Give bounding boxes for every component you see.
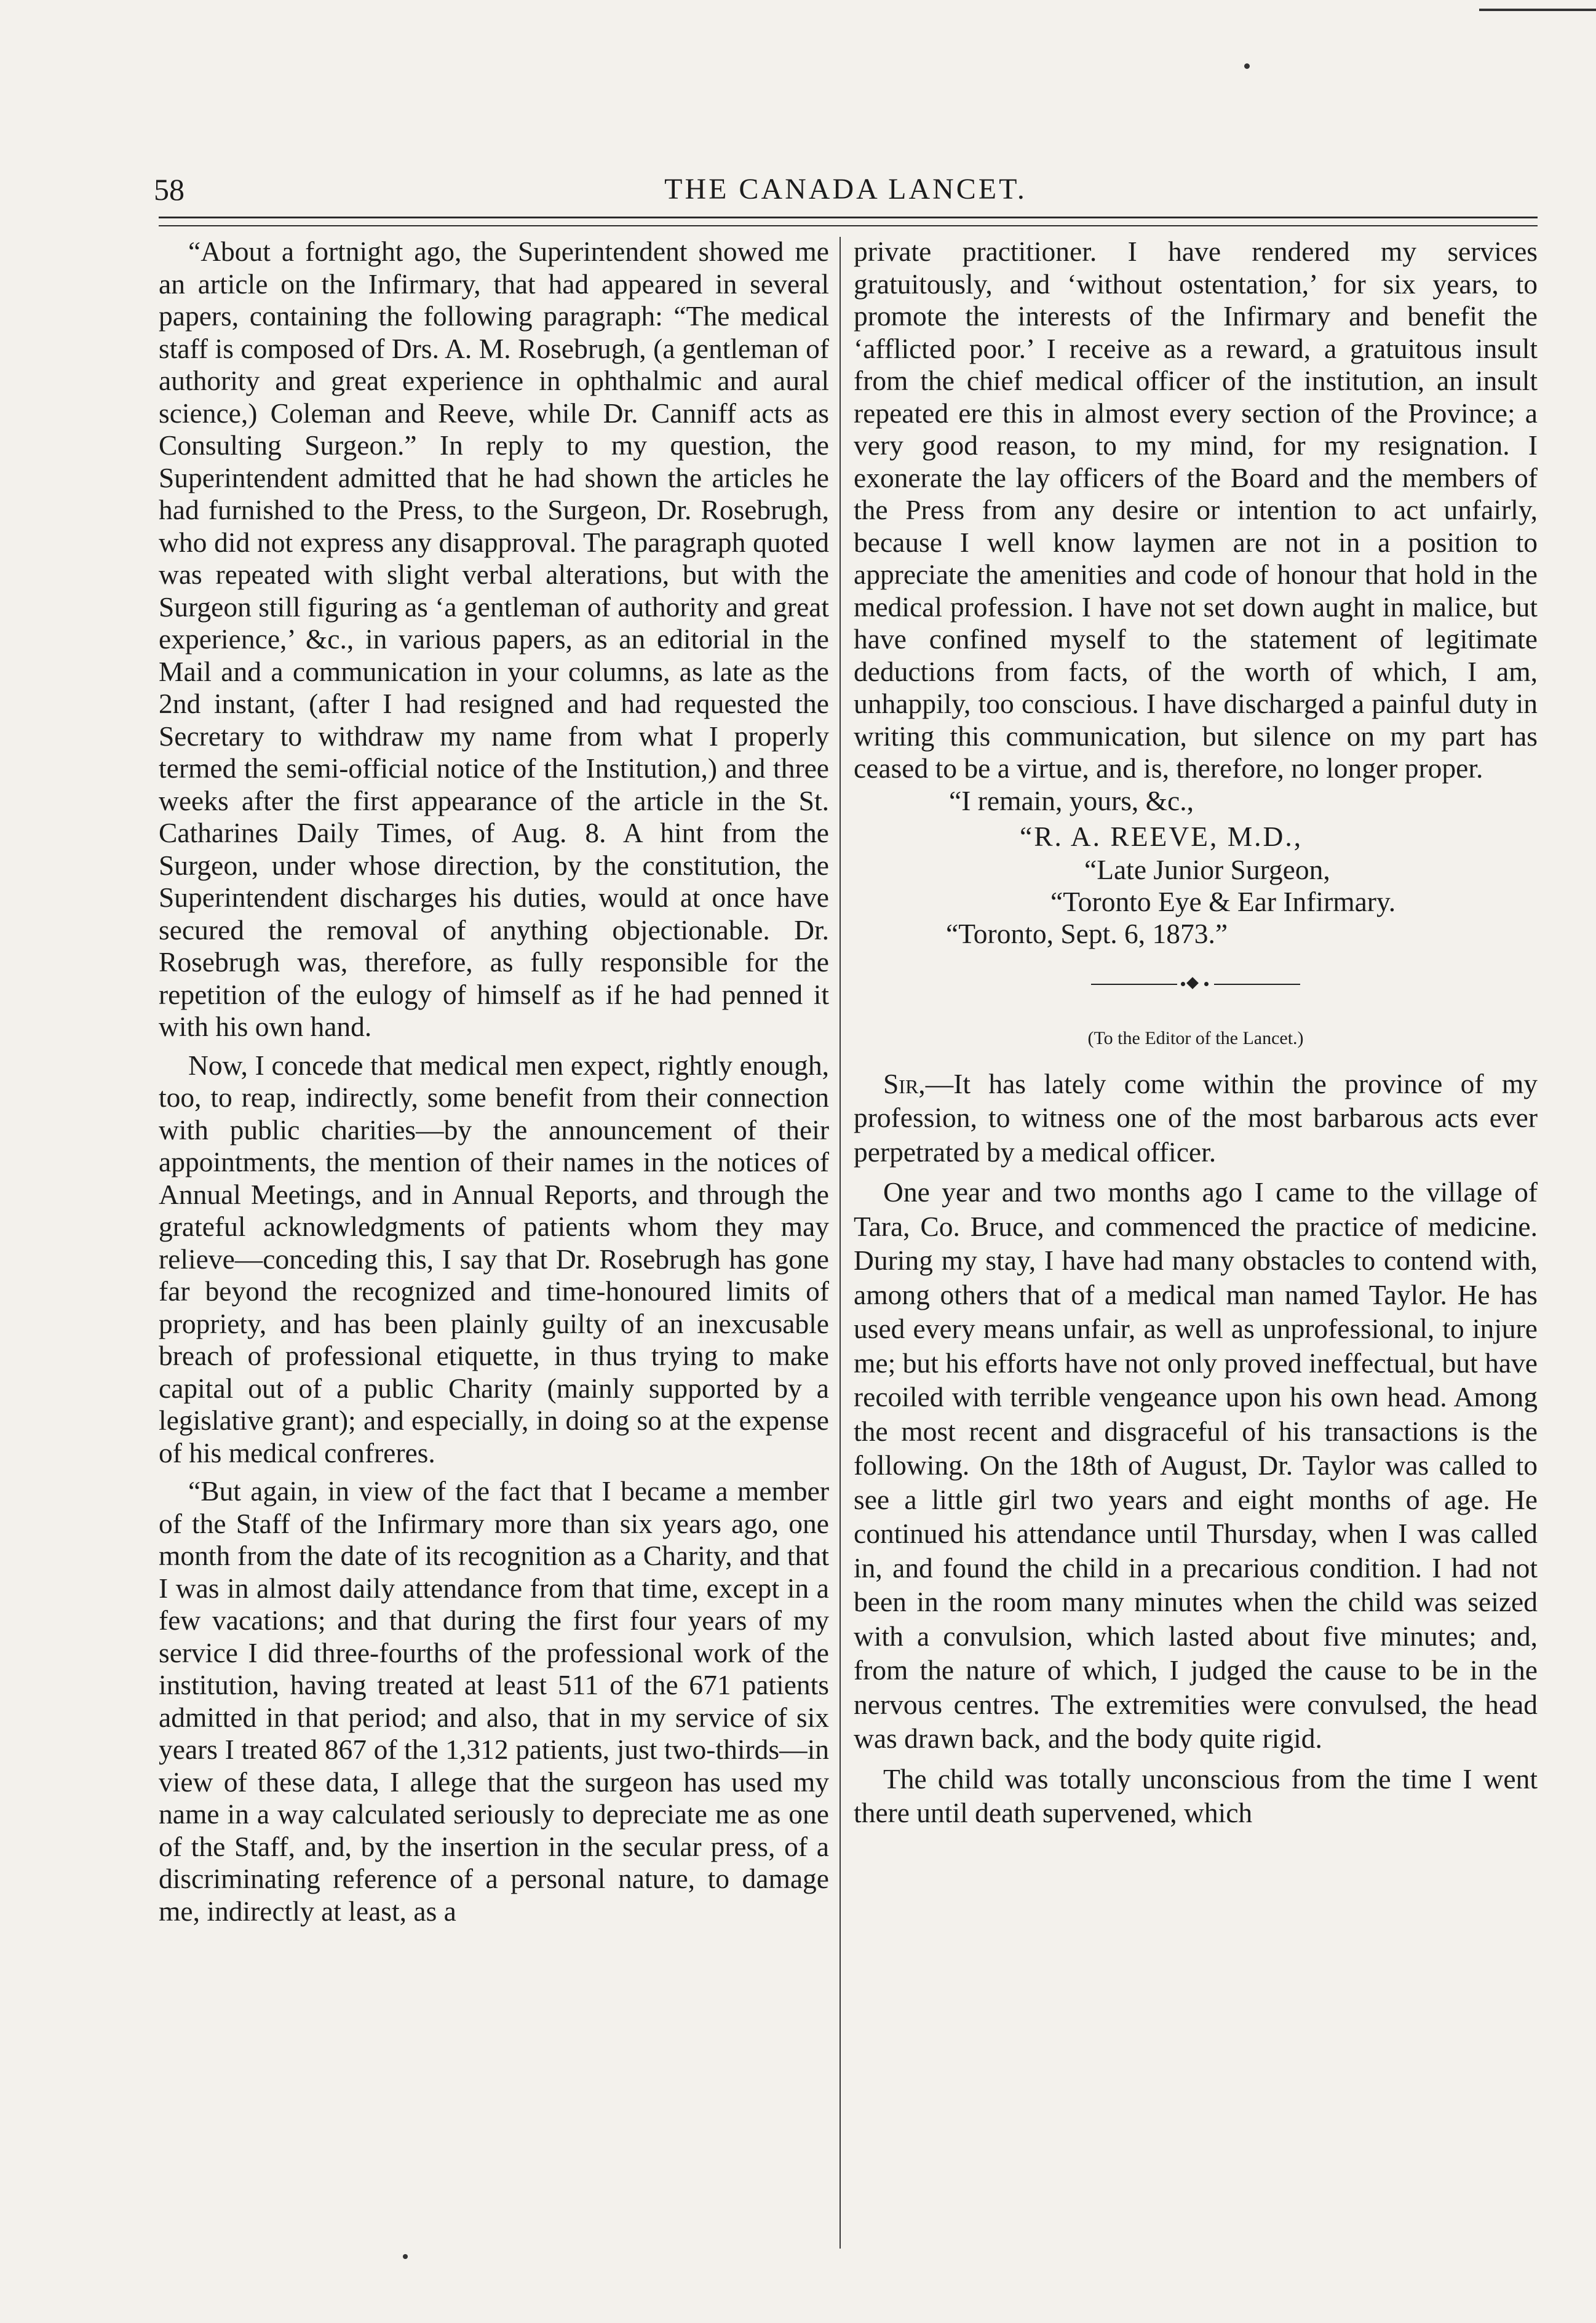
signature-title: “Late Junior Surgeon, bbox=[1084, 853, 1330, 885]
letter-paragraph-2: One year and two months ago I came to the village of Tara, Co. Bruce, and commenced the practice of medicine. During my stay, I have had many obstacles to contend with, among others that of a medical man named Taylor. He has used every means unfair, as well as unprofessional, to injure me; but his efforts have not only proved ineffectual, but have recoiled with terrible vengeance upon his own head. Among the most recent and disgraceful of his transactions is the following. On the 18th of August, Dr. Taylor was called to see a little girl two years and eight months of age. He continued his attendance until Thursday, when I was called in, and found the child in a precarious condition. I had not been in the room many minutes when the child was seized with a convulsion, which lasted about five minutes; and, from the nature of which, I judged the cause to be in the nervous centres. The extremities were convulsed, the head was drawn back, and the body quite rigid. bbox=[854, 1176, 1538, 1754]
signature-dateline: “Toronto, Sept. 6, 1873.” bbox=[946, 917, 1228, 949]
ornament-diamond bbox=[1186, 977, 1199, 989]
section-ornament bbox=[1091, 977, 1300, 992]
ornament-rule-right bbox=[1214, 984, 1300, 985]
left-column bbox=[159, 236, 829, 1927]
editor-note: (To the Editor of the Lancet.) bbox=[1087, 1027, 1304, 1048]
letter-paragraph-1-text: —It has lately come within the province of my profession, to witness one of the most barbarous acts ever perpetrated by a medical officer. bbox=[854, 1067, 1538, 1168]
left-paragraph-1: “About a fortnight ago, the Superintendent showed me an article on the Infirmary, that had appeared in several papers, containing the following paragraph: “The medical staff is composed of Drs. A. M. Rosebrugh, (a gentleman of authority and great experience in ophthalmic and aural science,) Coleman and Reeve, while Dr. Canniff acts as Consulting Surgeon.” In reply to my question, the Superintendent admitted that he had shown the articles he had furnished to the Press, to the Surgeon, Dr. Rosebrugh, who did not express any disapproval. The paragraph quoted was repeated with slight verbal alterations, but with the Surgeon still figuring as ‘a gentleman of authority and great experience,’ &c., in various papers, as an editorial in the Mail and a communication in your columns, as late as the 2nd instant, (after I had resigned and had requested the Secretary to withdraw my name from what I properly termed the semi-official notice of the Institution,) and three weeks after the first appearance of the article in the St. Catharines Daily Times, of Aug. 8. A hint from the Surgeon, under whose direction, by the constitution, the Superintendent discharges his duties, would at once have secured the removal of anything objectionable. Dr. Rosebrugh was, therefore, as fully responsible for the repetition of the eulogy of himself as if he had penned it with his own hand. bbox=[159, 236, 829, 1042]
ink-speck-bottom bbox=[403, 2254, 408, 2259]
ink-speck bbox=[1244, 63, 1250, 69]
page-number: 58 bbox=[154, 172, 185, 207]
right-column bbox=[854, 236, 1538, 1830]
letter-paragraph-3: The child was totally unconscious from the time I went there until death supervened, which bbox=[854, 1763, 1538, 1828]
running-head: THE CANADA LANCET. bbox=[664, 173, 1027, 205]
column-divider bbox=[840, 237, 841, 2249]
left-paragraph-2: Now, I concede that medical men expect, rightly enough, too, to reap, indirectly, some benefit from their connection with public charities—by the announcement of their appointments, the mention of their names in the notices of Annual Meetings, and in Annual Reports, and through the grateful acknowledgments of patients whom they may relieve—conceding this, I say that Dr. Rosebrugh has gone far beyond the recognized and time-honoured limits of propriety, and has been plainly guilty of an inexcusable breach of professional etiquette, in thus trying to make capital out of a public Charity (mainly supported by a legislative grant); and especially, in doing so at the expense of his medical confreres. bbox=[159, 1049, 829, 1468]
right-continuation-paragraph: private practitioner. I have rendered my services gratuitously, and ‘without ostentation,’ for six years, to promote the interests of the Infirmary and benefit the ‘afflicted poor.’ I receive as a reward, a gratuitous insult from the chief medical officer of the institution, an insult repeated ere this in almost every section of the Province; a very good reason, to my mind, for my resignation. I exonerate the lay officers of the Board and the members of the Press from any desire or intention to act unfairly, because I well know laymen are not in a position to appreciate the amenities and code of honour that hold in the medical profession. I have not set down aught in malice, but have confined myself to the statement of legitimate deductions from facts, of the worth of which, I am, unhappily, too conscious. I have discharged a painful duty in writing this communication, but silence on my part has ceased to be a virtue, and is, therefore, no longer proper. bbox=[854, 236, 1538, 784]
signature-name: “R. A. REEVE, M.D., bbox=[1020, 820, 1303, 852]
letter-salutation: Sir, bbox=[883, 1067, 926, 1099]
header-rule-top bbox=[159, 217, 1538, 218]
letter-paragraph-1 bbox=[854, 1067, 1538, 1169]
ornament-rule-left bbox=[1091, 984, 1177, 985]
ornament-dot-right bbox=[1204, 982, 1209, 986]
signature-institution: “Toronto Eye & Ear Infirmary. bbox=[1050, 885, 1396, 917]
page-header bbox=[154, 171, 1538, 214]
left-paragraph-3: “But again, in view of the fact that I became a member of the Staff of the Infirmary more than six years ago, one month from the date of its recognition as a Charity, and that I was in almost daily attendance from that time, except in a few vacations; and that during the first four years of my service I did three-fourths of the professional work of the institution, having treated at least 511 of the 671 patients admitted in that period; and also, that in my service of six years I treated 867 of the 1,312 patients, just two-thirds—in view of these data, I allege that the surgeon has used my name in a way calculated seriously to depreciate me as one of the Staff, and, by the insertion in the secular press, of a discriminating reference of a personal nature, to damage me, indirectly at least, as a bbox=[159, 1475, 829, 1927]
header-rule-bottom bbox=[159, 225, 1538, 226]
signature-closing: “I remain, yours, &c., bbox=[949, 784, 1194, 816]
letter-body bbox=[854, 1067, 1538, 1830]
letter-signature bbox=[854, 785, 1538, 950]
ornament-dot-left bbox=[1181, 982, 1185, 986]
printed-rule-mark bbox=[1479, 9, 1596, 11]
